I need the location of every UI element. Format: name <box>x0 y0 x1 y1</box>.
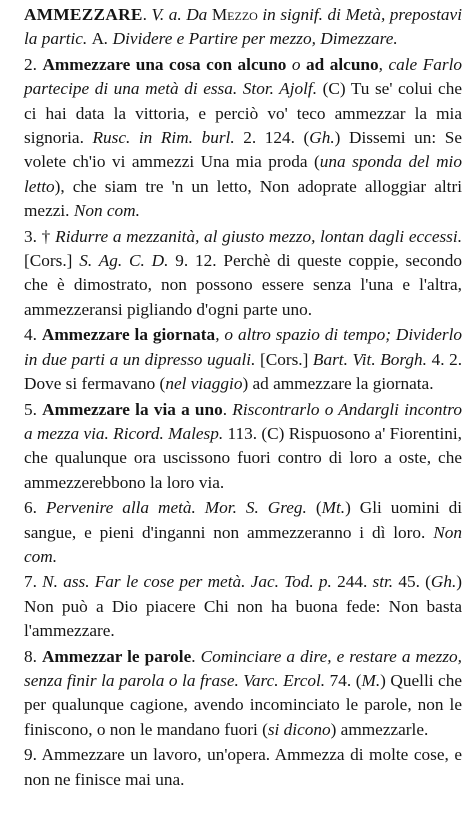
entry-definition-main <box>4 3 462 52</box>
entry-italic-text: Riscontrarlo o Andargli incontro a mezza via. Ricord. Malesp. <box>24 399 462 443</box>
entry-smallcaps-text: A <box>91 29 105 49</box>
entry-text: 3. † <box>24 226 56 246</box>
entry-text: 5. <box>24 399 43 419</box>
entry-text: ) ammezzarle. <box>330 719 429 739</box>
entry-text: [Cors.] <box>255 349 313 369</box>
entry-text: ) Non può a Dio piacere Chi non ha buona fede: Non basta l'ammezzare. <box>24 572 463 641</box>
entry-text: . <box>222 399 233 419</box>
entry-italic-text: S. Ag. C. D. <box>79 251 169 271</box>
entry-italic-text: M. <box>361 670 381 690</box>
entry-italic-text: N. ass. Far le cose per metà. Jac. Tod. p. <box>42 572 332 592</box>
entry-sense-8 <box>4 645 462 743</box>
entry-phrase-bold: Ammezzare la via a uno <box>42 399 223 419</box>
entry-phrase-bold: Ammezzar le parole <box>41 646 192 666</box>
entry-text: 244. <box>331 572 373 592</box>
entry-italic-text: Cominciare a dire, e restare a mezzo, senza finir la parola o la frase. Varc. Ercol. <box>24 646 462 690</box>
entry-text: [Cors.] <box>24 251 80 271</box>
entry-text: 2. <box>24 54 43 74</box>
entry-text: . <box>142 5 152 24</box>
entry-text: 4. 2. Dove si fermavano ( <box>24 349 463 394</box>
entry-text: 4. <box>24 325 42 345</box>
entry-sense-6 <box>4 496 462 569</box>
entry-text: 8. <box>24 646 42 666</box>
entry-italic-text: Gh. <box>430 572 457 592</box>
entry-text: ) ad ammezzare la giornata. <box>242 374 434 394</box>
entry-headword: AMMEZZARE <box>24 5 143 24</box>
entry-text: 9. Ammezzare un lavoro, un'opera. Ammezza di molte cose, e non ne finisce mai una. <box>24 745 462 789</box>
entry-italic-text: nel viaggio <box>165 374 243 394</box>
entry-italic-text: str. <box>372 572 394 592</box>
entry-italic-text: si dicono <box>267 719 331 739</box>
entry-italic-text: , o altro spazio di tempo; Dividerlo in due parti a un dipresso uguali. <box>24 325 463 369</box>
entry-italic-text: Mt. <box>321 498 346 518</box>
entry-text: ) Gli uomini di sangue, e pieni d'inganni non ammezzeranno i dì loro. <box>24 498 462 542</box>
entry-text: ( <box>306 498 322 518</box>
entry-sense-7 <box>4 570 462 643</box>
entry-italic-text: o <box>286 54 307 74</box>
entry-sense-4 <box>4 323 462 396</box>
entry-text: 74. ( <box>325 670 362 690</box>
entry-italic-text: Rusc. in Rim. burl. <box>92 128 235 148</box>
entry-text: ) Dissemi un: Se volete ch'io vi ammezzi Una mia proda ( <box>24 128 462 172</box>
entry-italic-text: in signif. di Metà, prepostavi la partic. <box>24 5 462 49</box>
entry-italic-text: Gh. <box>309 128 335 148</box>
entry-phrase-bold: Ammezzare la giornata <box>41 325 216 345</box>
entry-italic-text: Non com. <box>24 522 462 566</box>
entry-text: 113. (C) Rispuosono a' Fiorentini, che qualunque ora uscissono fuori contro di loro a oste, che ammezzerebbono la loro via. <box>24 423 462 492</box>
entry-smallcaps-text: Mezzo <box>211 5 258 24</box>
entry-italic-text: Pervenire alla metà. Mor. S. Greg. <box>45 498 307 518</box>
entry-text: 7. <box>24 572 43 592</box>
dictionary-entry-ammezzare <box>4 3 462 792</box>
entry-italic-text: Non com. <box>73 201 140 221</box>
entry-italic-text: una sponda del mio letto <box>24 152 462 196</box>
entry-text: 45. ( <box>393 572 431 592</box>
entry-sense-3 <box>4 225 462 323</box>
entry-italic-text: Bart. Vit. Borgh. <box>312 349 427 369</box>
entry-text: 6. <box>24 498 46 518</box>
entry-text: . <box>191 646 201 666</box>
entry-sense-9 <box>4 743 462 792</box>
entry-text: ) Quelli che per qualunque cagione, avendo incominciato le parole, non le finiscono, o non le mandano fuori ( <box>24 670 462 739</box>
entry-phrase-bold: ad alcuno <box>306 54 379 74</box>
entry-text: 9. 12. Perchè di queste coppie, secondo che è dimostrato, non possono essere senza l'una e l'altra, ammezzeransi pigliando d'ogni parte uno. <box>24 251 462 319</box>
entry-sense-5 <box>4 398 462 496</box>
entry-phrase-bold: Ammezzare una cosa con alcuno <box>42 54 287 74</box>
entry-italic-text: . Dividere e Partire per mezzo, Dimezzare. <box>104 29 398 49</box>
entry-italic-text: Ridurre a mezzanità, al giusto mezzo, lontan dagli eccessi. <box>55 226 463 246</box>
entry-text: ), che siam tre 'n un letto, Non adoprate alloggiar altri mezzi. <box>24 176 462 221</box>
entry-text: 2. 124. ( <box>234 128 310 148</box>
entry-italic-text: V. a. Da <box>151 5 212 24</box>
entry-sense-2 <box>4 53 462 224</box>
entry-text: (C) Tu se' colui che ci hai data la vittoria, e perciò vo' teco ammezzar la mia signoria. <box>24 79 462 148</box>
entry-italic-text: , cale Farlo partecipe di una metà di essa. Stor. Ajolf. <box>24 54 462 99</box>
